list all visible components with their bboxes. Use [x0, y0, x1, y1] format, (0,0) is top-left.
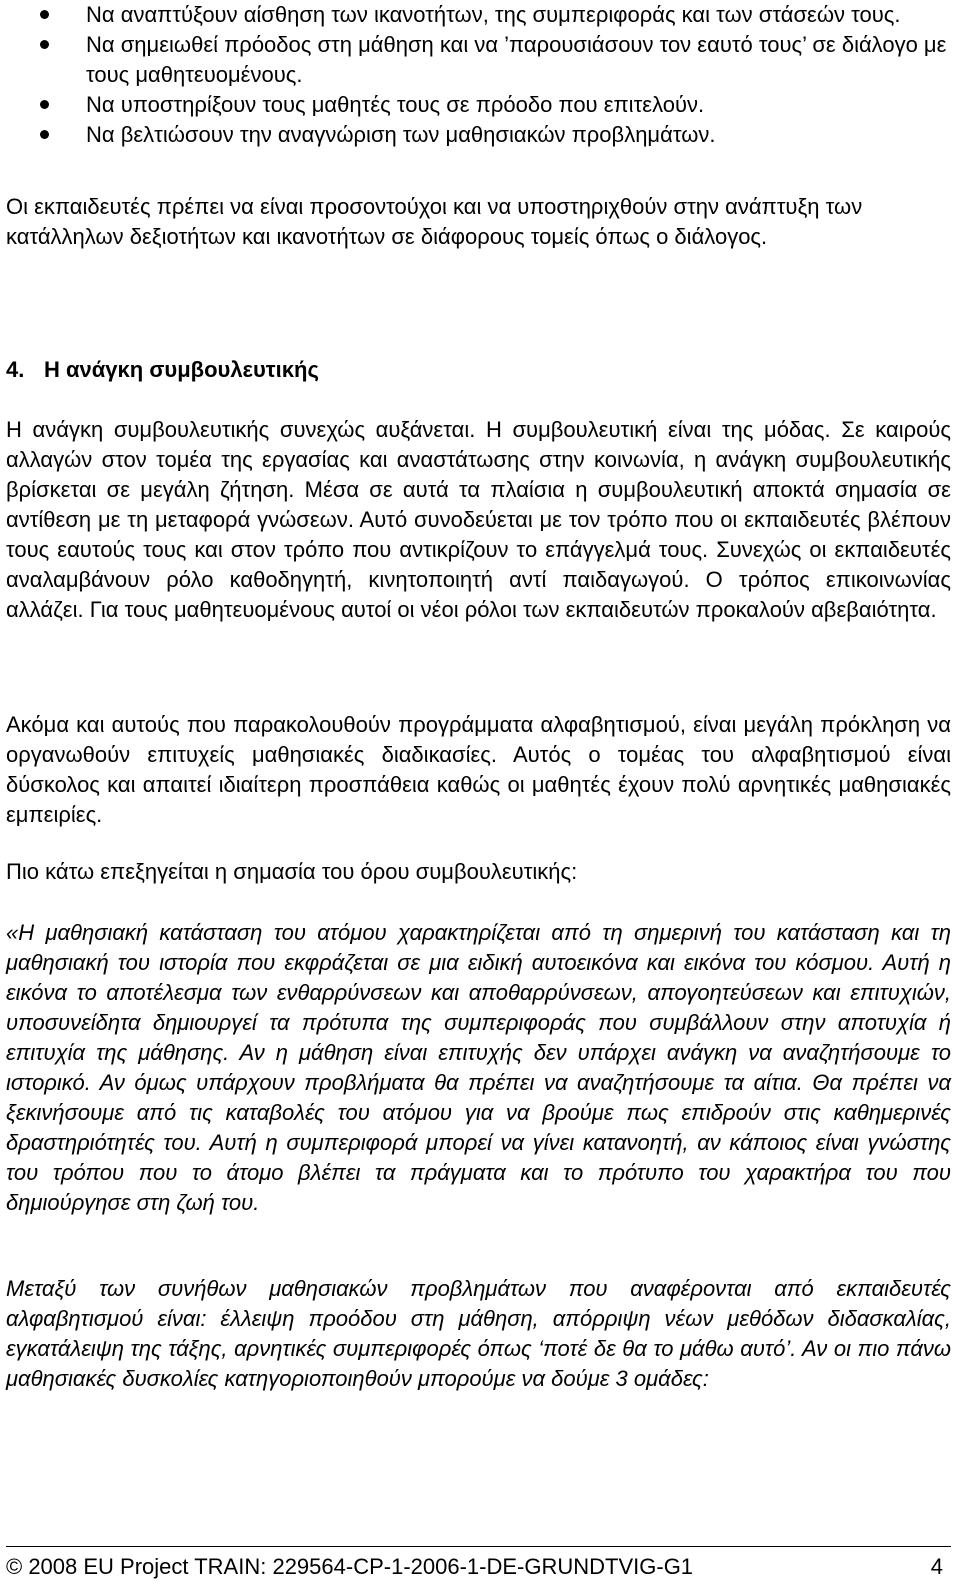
list-item [6, 30, 951, 90]
list-item-text: Να υποστηρίξουν τους μαθητές τους σε πρόοδο που επιτελούν. [86, 92, 705, 117]
bullet-icon [40, 100, 49, 109]
page-footer [6, 1546, 951, 1581]
list-item-text: Να βελτιώσουν την αναγνώριση των μαθησιακών προβλημάτων. [86, 122, 716, 147]
list-item [6, 90, 951, 120]
footer-copyright: © 2008 EU Project TRAIN: 229564-CP-1-2006-1-DE-GRUNDTVIG-G1 [6, 1554, 694, 1579]
educators-paragraph: Οι εκπαιδευτές πρέπει να είναι προσοντούχοι και να υποστηριχθούν στην ανάπτυξη των κατάλληλων δεξιοτήτων και ικανοτήτων σε διάφορους τομείς όπως ο διάλογος. [6, 194, 863, 249]
bullet-icon [40, 10, 49, 19]
quote-paragraph: «Η μαθησιακή κατάσταση του ατόμου χαρακτηρίζεται από τη σημερινή του κατάσταση και τη μαθησιακή του ιστορία που εκφράζεται σε μια ειδική αυτοεικόνα και εικόνα του κόσμου. Αυτή η εικόνα το αποτέλεσμα των ενθαρρύνσεων και αποθαρρύνσεων, απογοητεύσεων και επιτυχιών, υποσυνείδητα δημιουργεί τα πρότυπα της συμπεριφοράς που συμβάλλουν στην αποτυχία ή επιτυχία της μάθησης. Αν η μάθηση είναι επιτυχής δεν υπάρχει ανάγκη να αναζητήσουμε το ιστορικό. Αν όμως υπάρχουν προβλήματα θα πρέπει να αναζητήσουμε τα αίτια. Θα πρέπει να ξεκινήσουμε από τις καταβολές του ατόμου για να βρούμε πως επιδρούν στις καθημερινές δραστηριότητές του. Αυτή η συμπεριφορά μπορεί να γίνει κατανοητή, αν κάποιος είναι γνώστης του τρόπου που το άτομο βλέπει τα πράγματα και το πρότυπο του χαρακτήρα του που δημιούργησε στη ζωή του. [6, 920, 951, 1215]
objectives-bullet-list [6, 0, 951, 150]
section-heading [6, 355, 951, 385]
list-item-text: Να σημειωθεί πρόοδος στη μάθηση και να ’παρουσιάσουν τον εαυτό τους’ σε διάλογο με τους μαθητευομένους. [86, 32, 947, 87]
list-item [6, 0, 951, 30]
literacy-paragraph: Ακόμα και αυτούς που παρακολουθούν προγράμματα αλφαβητισμού, είναι μεγάλη πρόκληση να οργανωθούν επιτυχείς μαθησιακές διαδικασίες. Αυτός ο τομέας του αλφαβητισμού είναι δύσκολος και απαιτεί ιδιαίτερη προσπάθεια καθώς οι μαθητές έχουν πολύ αρνητικές μαθησιακές εμπειρίες. [6, 712, 951, 827]
section-title: Η ανάγκη συμβουλευτικής [44, 357, 319, 382]
bullet-icon [40, 40, 49, 49]
list-item [6, 120, 951, 150]
bullet-icon [40, 130, 49, 139]
page-number: 4 [930, 1554, 943, 1579]
section-number: 4. [6, 357, 25, 382]
definition-intro-paragraph: Πιο κάτω επεξηγείται η σημασία του όρου συμβουλευτικής: [6, 859, 578, 884]
counseling-need-paragraph: Η ανάγκη συμβουλευτικής συνεχώς αυξάνεται. Η συμβουλευτική είναι της μόδας. Σε καιρούς αλλαγών στον τομέα της εργασίας και αναστάτωσης στην κοινωνία, η ανάγκη συμβουλευτικής βρίσκεται σε μεγάλη ζήτηση. Μέσα σε αυτά τα πλαίσια η συμβουλευτική αποκτά σημασία σε αντίθεση με τη μεταφορά γνώσεων. Αυτό συνοδεύεται με τον τρόπο που οι εκπαιδευτές βλέπουν τους εαυτούς τους και στον τρόπο που αντικρίζουν το επάγγελμά τους. Συνεχώς οι εκπαιδευτές αναλαμβάνουν ρόλο καθοδηγητή, κινητοποιητή αντί παιδαγωγού. Ο τρόπος επικοινωνίας αλλάζει. Για τους μαθητευομένους αυτοί οι νέοι ρόλοι των εκπαιδευτών προκαλούν αβεβαιότητα. [6, 417, 951, 622]
learning-problems-paragraph: Μεταξύ των συνήθων μαθησιακών προβλημάτων που αναφέρονται από εκπαιδευτές αλφαβητισμού είναι: έλλειψη προόδου στη μάθηση, απόρριψη νέων μεθόδων διδασκαλίας, εγκατάλειψη της τάξης, αρνητικές συμπεριφορές όπως ‘ποτέ δε θα το μάθω αυτό’. Αν οι πιο πάνω μαθησιακές δυσκολίες κατηγοριοποιηθούν μπορούμε να δούμε 3 ομάδες: [6, 1276, 951, 1391]
list-item-text: Να αναπτύξουν αίσθηση των ικανοτήτων, της συμπεριφοράς και των στάσεών τους. [86, 2, 901, 27]
